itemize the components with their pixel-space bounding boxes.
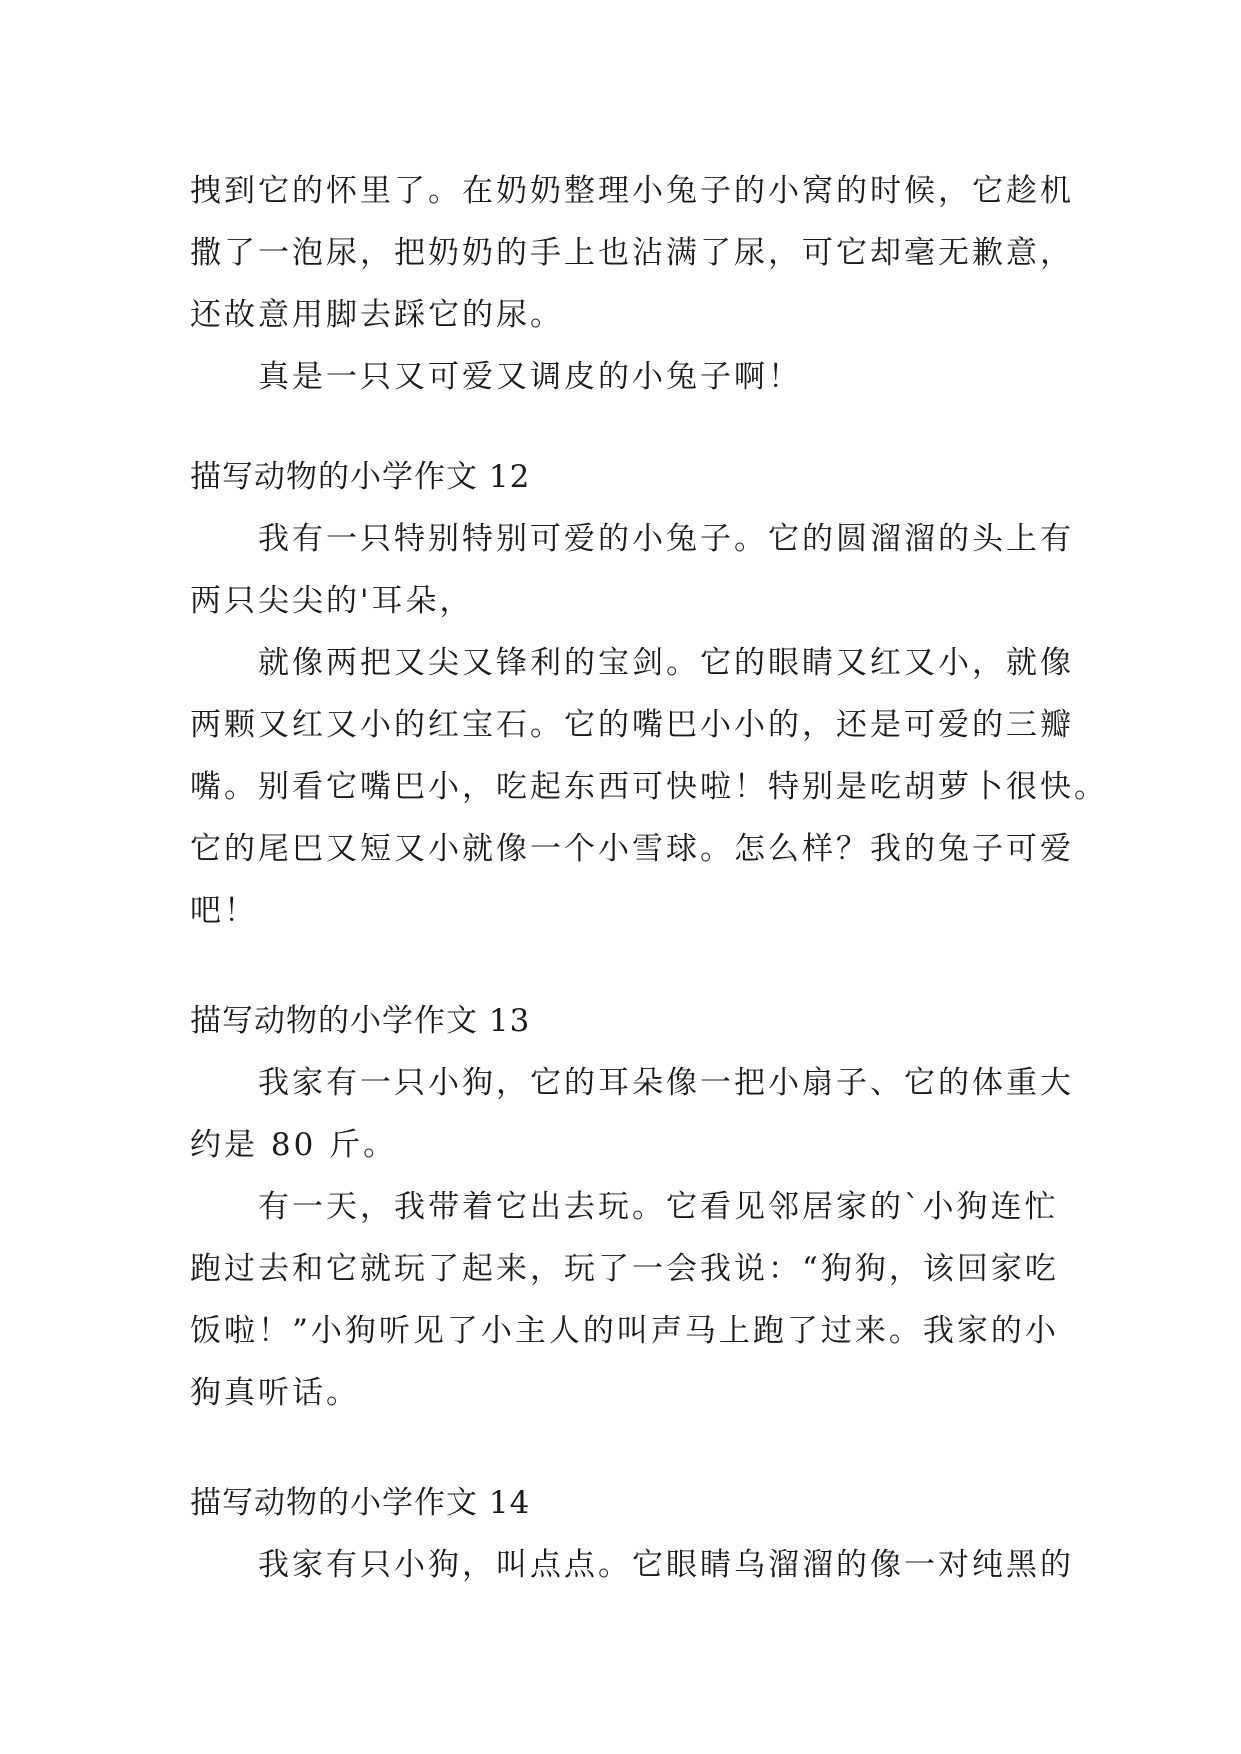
text-line: 两只尖尖的'耳朵， bbox=[190, 583, 474, 619]
text-line: 嘴。别看它嘴巴小，吃起东西可快啦！特别是吃胡萝卜很快。 bbox=[190, 769, 1108, 805]
section-gap bbox=[190, 942, 1070, 990]
essay-heading: 描写动物的小学作文 14 bbox=[190, 1485, 531, 1521]
paragraph-continuation bbox=[190, 160, 1074, 346]
text-line: 有一天，我带着它出去玩。它看见邻居家的`小狗连忙 bbox=[258, 1189, 1059, 1225]
essay-heading: 描写动物的小学作文 13 bbox=[190, 1003, 531, 1039]
text-line: 我家有一只小狗，它的耳朵像一把小扇子、它的体重大 bbox=[258, 1065, 1074, 1101]
text-line: 狗真听话。 bbox=[190, 1375, 360, 1411]
section-gap bbox=[190, 1424, 1070, 1472]
paragraph bbox=[190, 1534, 1074, 1596]
paragraph bbox=[190, 1052, 1074, 1176]
text-line: 两颗又红又小的红宝石。它的嘴巴小小的，还是可爱的三瓣 bbox=[190, 707, 1074, 743]
text-line: 撒了一泡尿，把奶奶的手上也沾满了尿，可它却毫无歉意， bbox=[190, 235, 1074, 271]
text-line: 饭啦！”小狗听见了小主人的叫声马上跑了过来。我家的小 bbox=[190, 1313, 1059, 1349]
document-page bbox=[190, 160, 1108, 1596]
paragraph-closing bbox=[190, 346, 1070, 408]
text-line: 我家有只小狗，叫点点。它眼睛乌溜溜的像一对纯黑的 bbox=[258, 1547, 1074, 1583]
essay-section bbox=[190, 446, 1108, 942]
text-line: 吧！ bbox=[190, 893, 258, 929]
text-line: 还故意用脚去踩它的尿。 bbox=[190, 297, 564, 333]
text-line: 拽到它的怀里了。在奶奶整理小兔子的小窝的时候，它趁机 bbox=[190, 173, 1074, 209]
paragraph bbox=[190, 632, 1108, 942]
paragraph bbox=[190, 1176, 1070, 1424]
text-line: 我有一只特别特别可爱的小兔子。它的圆溜溜的头上有 bbox=[258, 521, 1074, 557]
text-line: 跑过去和它就玩了起来，玩了一会我说：“狗狗，该回家吃 bbox=[190, 1251, 1059, 1287]
essay-section bbox=[190, 990, 1074, 1424]
essay-section bbox=[190, 1472, 1074, 1596]
text-line: 真是一只又可爱又调皮的小兔子啊！ bbox=[258, 359, 802, 395]
text-line: 约是 80 斤。 bbox=[190, 1127, 398, 1163]
essay-heading: 描写动物的小学作文 12 bbox=[190, 459, 531, 495]
section-gap bbox=[190, 408, 1070, 446]
paragraph bbox=[190, 508, 1074, 632]
text-line: 它的尾巴又短又小就像一个小雪球。怎么样？我的兔子可爱 bbox=[190, 831, 1074, 867]
text-line: 就像两把又尖又锋利的宝剑。它的眼睛又红又小，就像 bbox=[258, 645, 1074, 681]
